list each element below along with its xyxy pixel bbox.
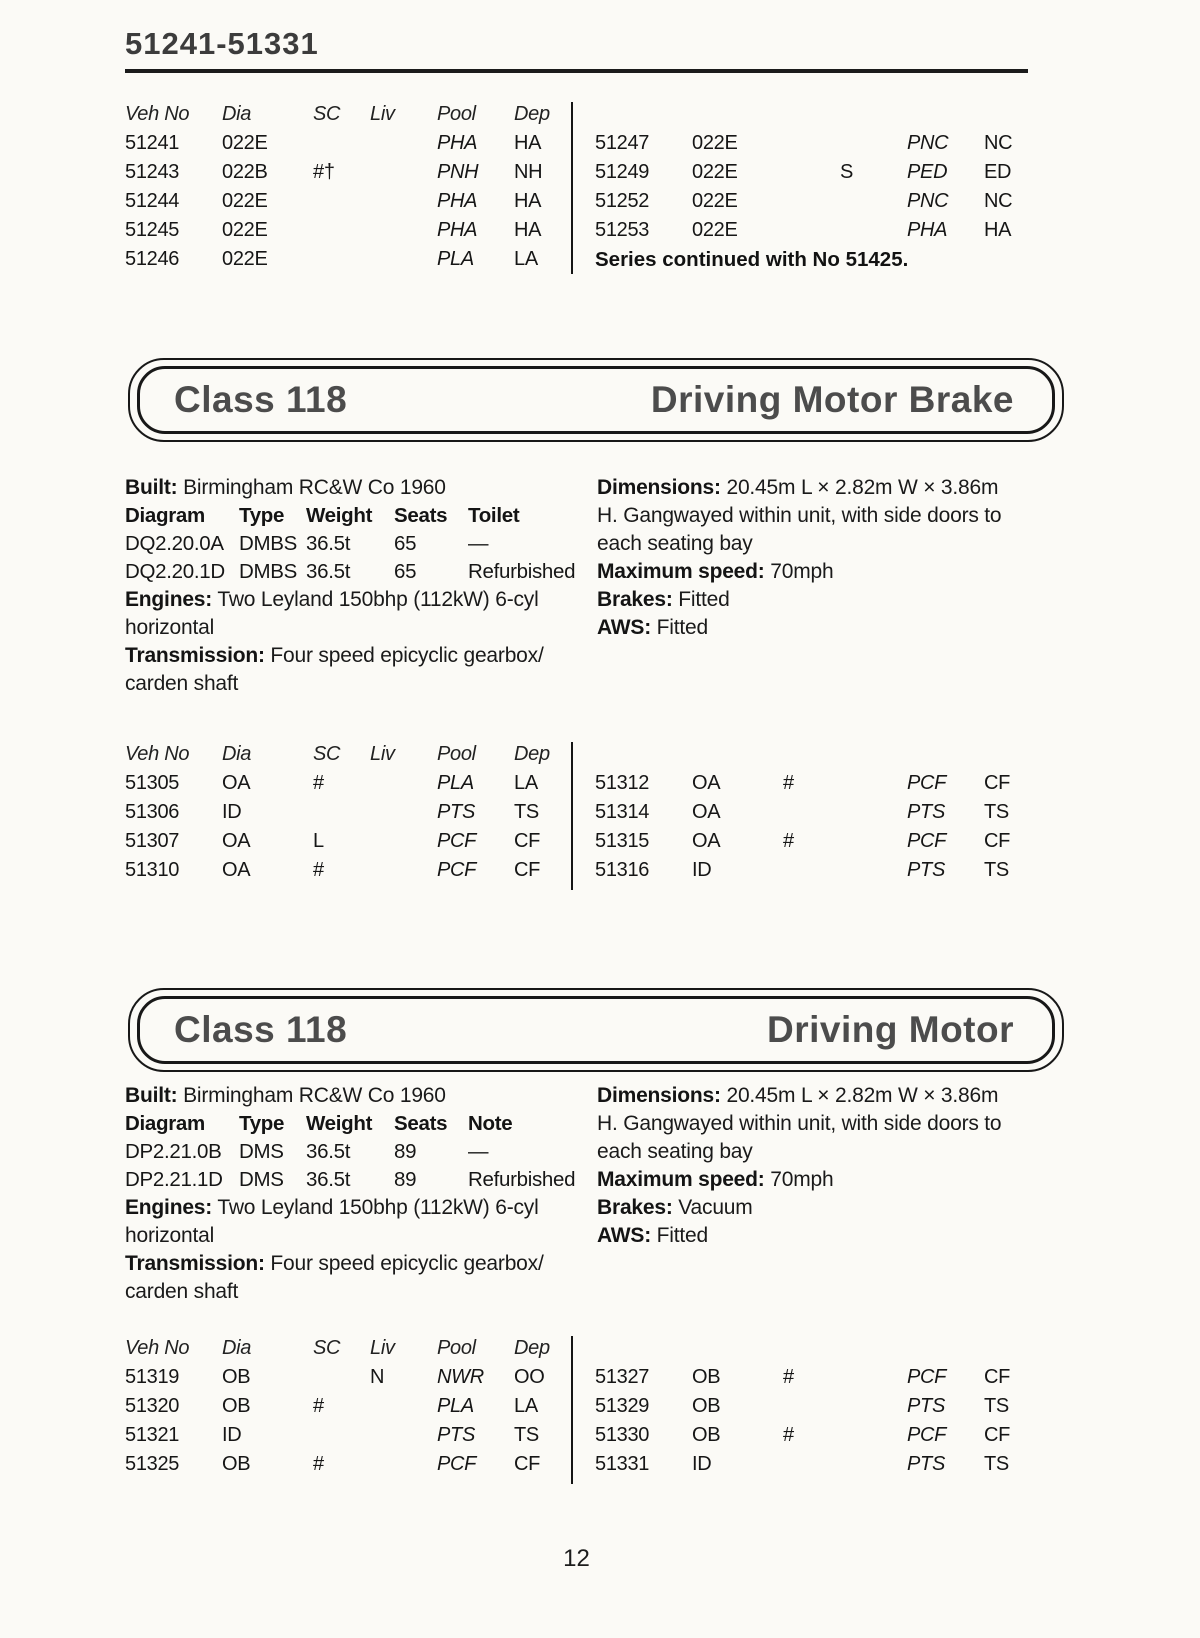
engines-value: Two Leyland 150bhp (112kW) 6-cyl horizontal [125, 1196, 539, 1247]
table-cell: 51244 [125, 190, 180, 212]
column-header: Liv [370, 103, 395, 125]
built-value: Birmingham RC&W Co 1960 [183, 476, 446, 499]
table-cell: OA [222, 830, 251, 852]
table-row [125, 245, 572, 274]
table-cell: # [783, 1424, 794, 1446]
dimensions-value: 20.45m L × 2.82m W × 3.86m H. Gangwayed within unit, with side doors to each seating bay [597, 476, 1002, 555]
table-row [125, 827, 572, 856]
table-cell: 51249 [595, 161, 650, 183]
table-cell: PTS [907, 1395, 945, 1417]
roster-dmb-right-rows [595, 769, 1045, 885]
table-cell: TS [514, 1424, 539, 1446]
table-cell: # [313, 772, 324, 794]
table-row [125, 216, 572, 245]
dimensions-value: 20.45m L × 2.82m W × 3.86m H. Gangwayed within unit, with side doors to each seating bay [597, 1084, 1002, 1163]
column-header: SC [313, 743, 341, 765]
table-cell: Refurbished [468, 1168, 576, 1191]
column-header: Dep [514, 103, 550, 125]
roster-dm-right-rows [595, 1363, 1045, 1479]
table-row [125, 558, 593, 586]
table-cell: PCF [907, 1424, 947, 1446]
table-cell: 51247 [595, 132, 650, 154]
class-banner-dmb-inner [137, 366, 1055, 434]
column-header: Weight [306, 1112, 373, 1135]
table-cell: 022E [692, 161, 738, 183]
table-cell: 51330 [595, 1424, 650, 1446]
banner-class-label: Class 118 [174, 379, 348, 420]
table-cell: 89 [394, 1168, 417, 1191]
table-row [125, 1450, 572, 1479]
table-cell: OA [692, 830, 721, 852]
table-cell: CF [514, 859, 541, 881]
engines-line [125, 586, 593, 642]
roster-dmb-left [125, 740, 572, 885]
table-cell: HA [514, 132, 542, 154]
roster-top-right [595, 100, 1045, 274]
table-cell: LA [514, 248, 538, 270]
dimensions-line [597, 1082, 1022, 1166]
table-cell: 022B [222, 161, 268, 183]
table-cell: NH [514, 161, 543, 183]
built-value: Birmingham RC&W Co 1960 [183, 1084, 446, 1107]
table-cell: 36.5t [306, 560, 351, 583]
table-cell: 022E [222, 219, 268, 241]
table-cell: PTS [907, 801, 945, 823]
column-divider [571, 102, 573, 274]
table-row [595, 769, 1045, 798]
roster-column-headers [125, 1334, 572, 1363]
max-speed-value: 70mph [770, 560, 834, 583]
table-cell: ED [984, 161, 1012, 183]
table-row [125, 856, 572, 885]
table-cell: OB [692, 1424, 721, 1446]
table-row [595, 187, 1045, 216]
table-row [125, 1166, 593, 1194]
table-cell: 022E [692, 190, 738, 212]
table-cell: CF [984, 1424, 1011, 1446]
engines-label: Engines: [125, 588, 213, 611]
table-row [125, 530, 593, 558]
table-row [125, 1363, 572, 1392]
column-header: Dep [514, 743, 550, 765]
class-banner-dmb [128, 358, 1064, 442]
table-row [125, 129, 572, 158]
column-header: Dia [222, 1337, 252, 1359]
transmission-label: Transmission: [125, 1252, 265, 1275]
table-cell: # [313, 1453, 324, 1475]
spec-table-dmb [125, 502, 593, 586]
details-dm-left [125, 1082, 593, 1306]
table-cell: 51331 [595, 1453, 650, 1475]
transmission-line [125, 642, 593, 698]
table-cell: 36.5t [306, 532, 351, 555]
table-cell: PNH [437, 161, 479, 183]
column-divider [571, 742, 573, 890]
table-cell: # [313, 1395, 324, 1417]
table-cell: 022E [222, 248, 268, 270]
table-cell: 51314 [595, 801, 650, 823]
built-line [125, 1082, 593, 1110]
roster-dmb-right [595, 740, 1045, 885]
table-cell: PTS [437, 801, 475, 823]
table-cell: PHA [437, 190, 478, 212]
table-cell: 51245 [125, 219, 180, 241]
max-speed-line [597, 558, 1022, 586]
table-cell: LA [514, 772, 538, 794]
aws-value: Fitted [656, 616, 708, 639]
table-row [595, 1392, 1045, 1421]
page-number: 12 [563, 1545, 590, 1572]
table-cell: OB [692, 1395, 721, 1417]
column-header: Type [239, 1112, 285, 1135]
table-cell: CF [984, 772, 1011, 794]
brakes-value: Fitted [678, 588, 730, 611]
spec-column-headers [125, 502, 593, 530]
table-cell: 51243 [125, 161, 180, 183]
aws-label: AWS: [597, 616, 652, 639]
table-cell: — [468, 532, 489, 555]
table-cell: 51306 [125, 801, 180, 823]
table-cell: PNC [907, 190, 949, 212]
table-cell: ID [222, 1424, 242, 1446]
table-cell: CF [514, 1453, 541, 1475]
aws-value: Fitted [656, 1224, 708, 1247]
brakes-line [597, 586, 1022, 614]
spec-column-headers [125, 1110, 593, 1138]
table-cell: 89 [394, 1140, 417, 1163]
table-cell: TS [984, 801, 1009, 823]
column-header: Liv [370, 743, 395, 765]
title-rule [125, 69, 1028, 73]
table-cell: NC [984, 190, 1013, 212]
built-label: Built: [125, 1084, 178, 1107]
details-dm-right [597, 1082, 1022, 1250]
roster-dmb-left-rows [125, 769, 572, 885]
table-row [595, 158, 1045, 187]
column-divider [571, 1336, 573, 1484]
table-cell: PLA [437, 1395, 474, 1417]
table-cell: PCF [907, 772, 947, 794]
table-cell: 65 [394, 560, 417, 583]
table-cell: TS [514, 801, 539, 823]
brakes-label: Brakes: [597, 588, 673, 611]
column-header: SC [313, 1337, 341, 1359]
table-cell: L [313, 830, 324, 852]
table-cell: PTS [907, 859, 945, 881]
built-label: Built: [125, 476, 178, 499]
table-cell: ID [692, 859, 712, 881]
brakes-value: Vacuum [678, 1196, 753, 1219]
table-cell: 51246 [125, 248, 180, 270]
table-cell: HA [514, 190, 542, 212]
roster-top-left [125, 100, 572, 274]
engines-label: Engines: [125, 1196, 213, 1219]
table-cell: 51329 [595, 1395, 650, 1417]
table-cell: OB [222, 1366, 251, 1388]
aws-label: AWS: [597, 1224, 652, 1247]
table-cell: 51252 [595, 190, 650, 212]
table-row [595, 1421, 1045, 1450]
spec-table-dm [125, 1110, 593, 1194]
dimensions-line [597, 474, 1022, 558]
table-cell: OA [692, 772, 721, 794]
table-cell: NWR [437, 1366, 484, 1388]
spec-rows [125, 530, 593, 586]
column-header: Diagram [125, 1112, 205, 1135]
table-cell: N [370, 1366, 385, 1388]
roster-dm-left-rows [125, 1363, 572, 1479]
table-row [125, 798, 572, 827]
table-cell: PCF [437, 830, 477, 852]
table-cell: PTS [437, 1424, 475, 1446]
table-cell: S [840, 161, 854, 183]
dimensions-label: Dimensions: [597, 476, 721, 499]
spec-rows [125, 1138, 593, 1194]
table-cell: 51319 [125, 1366, 180, 1388]
table-cell: 022E [222, 190, 268, 212]
column-header: Liv [370, 1337, 395, 1359]
class-banner-dm [128, 988, 1064, 1072]
table-cell: OB [222, 1453, 251, 1475]
table-row [595, 1363, 1045, 1392]
brakes-line [597, 1194, 1022, 1222]
column-header: Pool [437, 743, 476, 765]
table-cell: 51253 [595, 219, 650, 241]
table-cell: TS [984, 1453, 1009, 1475]
aws-line [597, 614, 1022, 642]
column-header: Veh No [125, 1337, 190, 1359]
table-cell: 51320 [125, 1395, 180, 1417]
table-cell: 51307 [125, 830, 180, 852]
table-row [595, 798, 1045, 827]
table-cell: 51315 [595, 830, 650, 852]
table-cell: Refurbished [468, 560, 576, 583]
continuation-note: Series continued with No 51425. [595, 247, 909, 271]
table-cell: HA [984, 219, 1012, 241]
max-speed-label: Maximum speed: [597, 560, 765, 583]
page-title: 51241-51331 [125, 26, 319, 61]
table-row [595, 216, 1045, 245]
table-cell: 51305 [125, 772, 180, 794]
column-header: Toilet [468, 504, 520, 527]
table-cell: 51312 [595, 772, 650, 794]
roster-column-headers [125, 100, 572, 129]
column-header: Dia [222, 743, 252, 765]
table-cell: CF [984, 830, 1011, 852]
table-cell: DMS [239, 1168, 284, 1191]
table-cell: PCF [907, 830, 947, 852]
dimensions-label: Dimensions: [597, 1084, 721, 1107]
table-row [125, 769, 572, 798]
table-cell: 36.5t [306, 1140, 351, 1163]
table-cell: PCF [437, 1453, 477, 1475]
column-header: Dep [514, 1337, 550, 1359]
table-cell: 022E [222, 132, 268, 154]
engines-line [125, 1194, 593, 1250]
column-header: Pool [437, 1337, 476, 1359]
transmission-value: Four speed epicyclic gearbox/ carden shaft [125, 1252, 544, 1303]
table-cell: ID [692, 1453, 712, 1475]
banner-type-label: Driving Motor [767, 1009, 1014, 1050]
table-cell: OB [692, 1366, 721, 1388]
max-speed-value: 70mph [770, 1168, 834, 1191]
table-cell: 51316 [595, 859, 650, 881]
table-cell: # [783, 772, 794, 794]
table-cell: TS [984, 1395, 1009, 1417]
table-cell: 51310 [125, 859, 180, 881]
table-cell: TS [984, 859, 1009, 881]
class-banner-dm-inner [137, 996, 1055, 1064]
table-cell: PLA [437, 772, 474, 794]
column-header: Veh No [125, 103, 190, 125]
aws-line [597, 1222, 1022, 1250]
roster-column-headers [125, 740, 572, 769]
table-row [125, 1392, 572, 1421]
table-cell: 51241 [125, 132, 180, 154]
table-cell: PHA [437, 132, 478, 154]
max-speed-label: Maximum speed: [597, 1168, 765, 1191]
max-speed-line [597, 1166, 1022, 1194]
column-header: Veh No [125, 743, 190, 765]
details-dmb-left [125, 474, 593, 698]
table-cell: DMBS [239, 532, 298, 555]
table-cell: OB [222, 1395, 251, 1417]
transmission-label: Transmission: [125, 644, 265, 667]
table-cell: PNC [907, 132, 949, 154]
table-row [125, 158, 572, 187]
table-row [125, 1138, 593, 1166]
table-cell: PCF [907, 1366, 947, 1388]
column-header: Weight [306, 504, 373, 527]
table-cell: OO [514, 1366, 545, 1388]
table-row [125, 187, 572, 216]
table-cell: 022E [692, 132, 738, 154]
table-cell: 65 [394, 532, 417, 555]
table-cell: OA [692, 801, 721, 823]
table-cell: OA [222, 772, 251, 794]
table-cell: CF [514, 830, 541, 852]
column-header: Pool [437, 103, 476, 125]
transmission-value: Four speed epicyclic gearbox/ carden shaft [125, 644, 544, 695]
table-cell: #† [313, 161, 335, 183]
table-cell: PHA [437, 219, 478, 241]
table-cell: PLA [437, 248, 474, 270]
table-row [595, 1450, 1045, 1479]
table-cell: DQ2.20.1D [125, 560, 225, 583]
column-header: Type [239, 504, 285, 527]
table-cell: # [783, 830, 794, 852]
table-cell: DMBS [239, 560, 298, 583]
column-header: SC [313, 103, 341, 125]
roster-top-left-rows [125, 129, 572, 274]
table-row [125, 1421, 572, 1450]
banner-type-label: Driving Motor Brake [650, 379, 1014, 420]
column-header: Seats [394, 504, 448, 527]
table-row [595, 856, 1045, 885]
table-cell: DQ2.20.0A [125, 532, 224, 555]
table-cell: DP2.21.1D [125, 1168, 223, 1191]
table-cell: HA [514, 219, 542, 241]
table-cell: PHA [907, 219, 948, 241]
column-header: Seats [394, 1112, 448, 1135]
banner-class-label: Class 118 [174, 1009, 348, 1050]
table-cell: OA [222, 859, 251, 881]
table-cell: PTS [907, 1453, 945, 1475]
table-cell: # [313, 859, 324, 881]
table-cell: DP2.21.0B [125, 1140, 222, 1163]
roster-dm-right [595, 1334, 1045, 1479]
table-row [595, 827, 1045, 856]
table-cell: 022E [692, 219, 738, 241]
table-cell: # [783, 1366, 794, 1388]
column-header: Note [468, 1112, 513, 1135]
roster-top-right-rows [595, 129, 1045, 245]
column-header: Dia [222, 103, 252, 125]
transmission-line [125, 1250, 593, 1306]
table-cell: 51327 [595, 1366, 650, 1388]
column-header: Diagram [125, 504, 205, 527]
table-cell: LA [514, 1395, 538, 1417]
built-line [125, 474, 593, 502]
roster-dm-left [125, 1334, 572, 1479]
table-cell: PED [907, 161, 948, 183]
table-cell: 51325 [125, 1453, 180, 1475]
table-cell: PCF [437, 859, 477, 881]
table-cell: DMS [239, 1140, 284, 1163]
table-cell: 51321 [125, 1424, 180, 1446]
table-row [595, 129, 1045, 158]
table-cell: — [468, 1140, 489, 1163]
table-cell: 36.5t [306, 1168, 351, 1191]
table-cell: ID [222, 801, 242, 823]
table-cell: NC [984, 132, 1013, 154]
brakes-label: Brakes: [597, 1196, 673, 1219]
table-cell: CF [984, 1366, 1011, 1388]
details-dmb-right [597, 474, 1022, 642]
engines-value: Two Leyland 150bhp (112kW) 6-cyl horizontal [125, 588, 539, 639]
